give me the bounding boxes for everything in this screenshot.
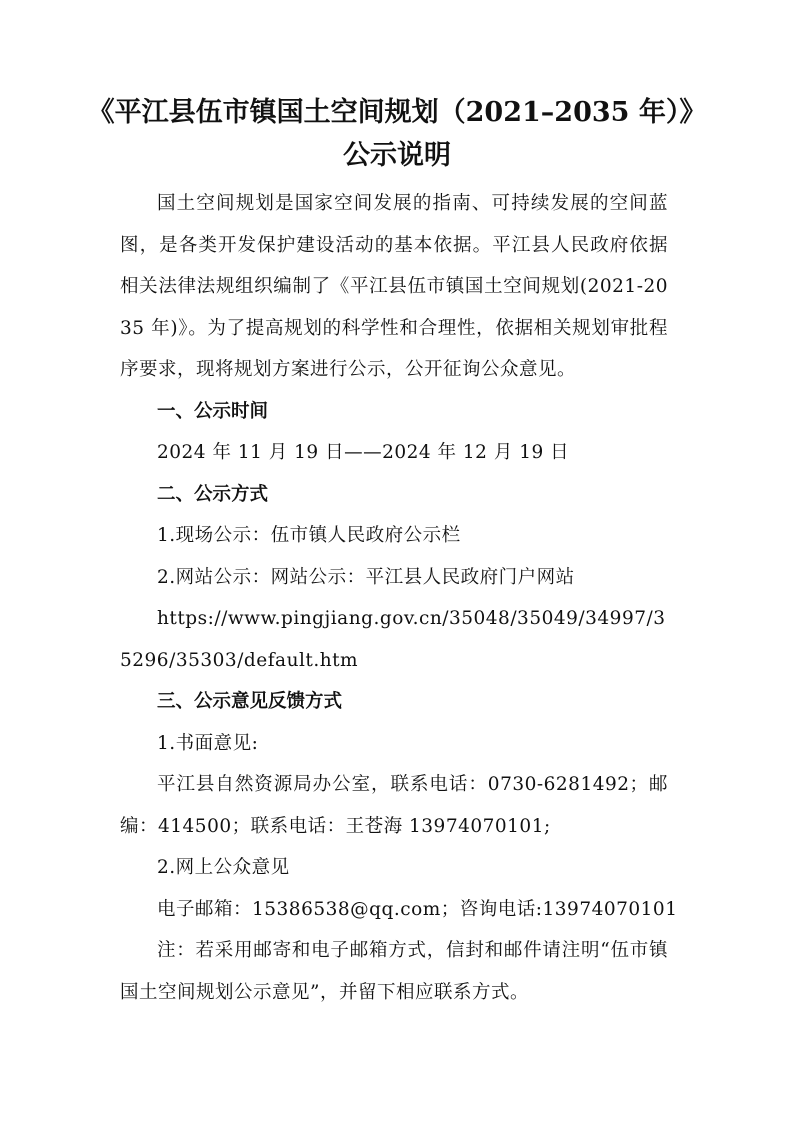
onsite-publicity: 1.现场公示：伍市镇人民政府公示栏 [157, 525, 461, 546]
document-title: 《平江县伍市镇国土空间规划（2021–2035 年）》 [87, 97, 707, 128]
online-opinion-label: 2.网上公众意见 [157, 857, 290, 878]
written-opinion-detail: 平江县自然资源局办公室，联系电话：0730-6281492；邮编：414500；联系电话：王苍海 13974070101; [120, 774, 668, 837]
document-body [120, 183, 678, 1013]
intro-paragraph: 国土空间规划是国家空间发展的指南、可持续发展的空间蓝图，是各类开发保护建设活动的基本依据。平江县人民政府依据相关法律法规组织编制了《平江县伍市镇国土空间规划(2021-2035 年)》。为了提高规划的科学性和合理性，依据相关规划审批程序要求，现将规划方案进行公示，公开征询公众意见。 [120, 193, 668, 380]
online-contact: 电子邮箱：15386538@qq.com；咨询电话:13974070101 [157, 898, 678, 920]
website-publicity: 2.网站公示：网站公示：平江县人民政府门户网站 [157, 566, 575, 588]
section-heading-time: 一、公示时间 [157, 400, 269, 422]
publicity-period: 2024 年 11 月 19 日——2024 年 12 月 19 日 [157, 442, 570, 463]
written-opinion-label: 1.书面意见: [157, 732, 259, 754]
note-paragraph: 注：若采用邮寄和电子邮箱方式，信封和邮件请注明“伍市镇国土空间规划公示意见”，并留下相应联系方式。 [120, 940, 668, 1003]
document-subtitle: 公示说明 [343, 140, 451, 171]
section-heading-method: 二、公示方式 [157, 483, 269, 505]
section-heading-feedback: 三、公示意见反馈方式 [157, 691, 343, 712]
website-url: https://www.pingjiang.gov.cn/35048/35049/34997/35296/35303/default.htm [120, 608, 666, 671]
